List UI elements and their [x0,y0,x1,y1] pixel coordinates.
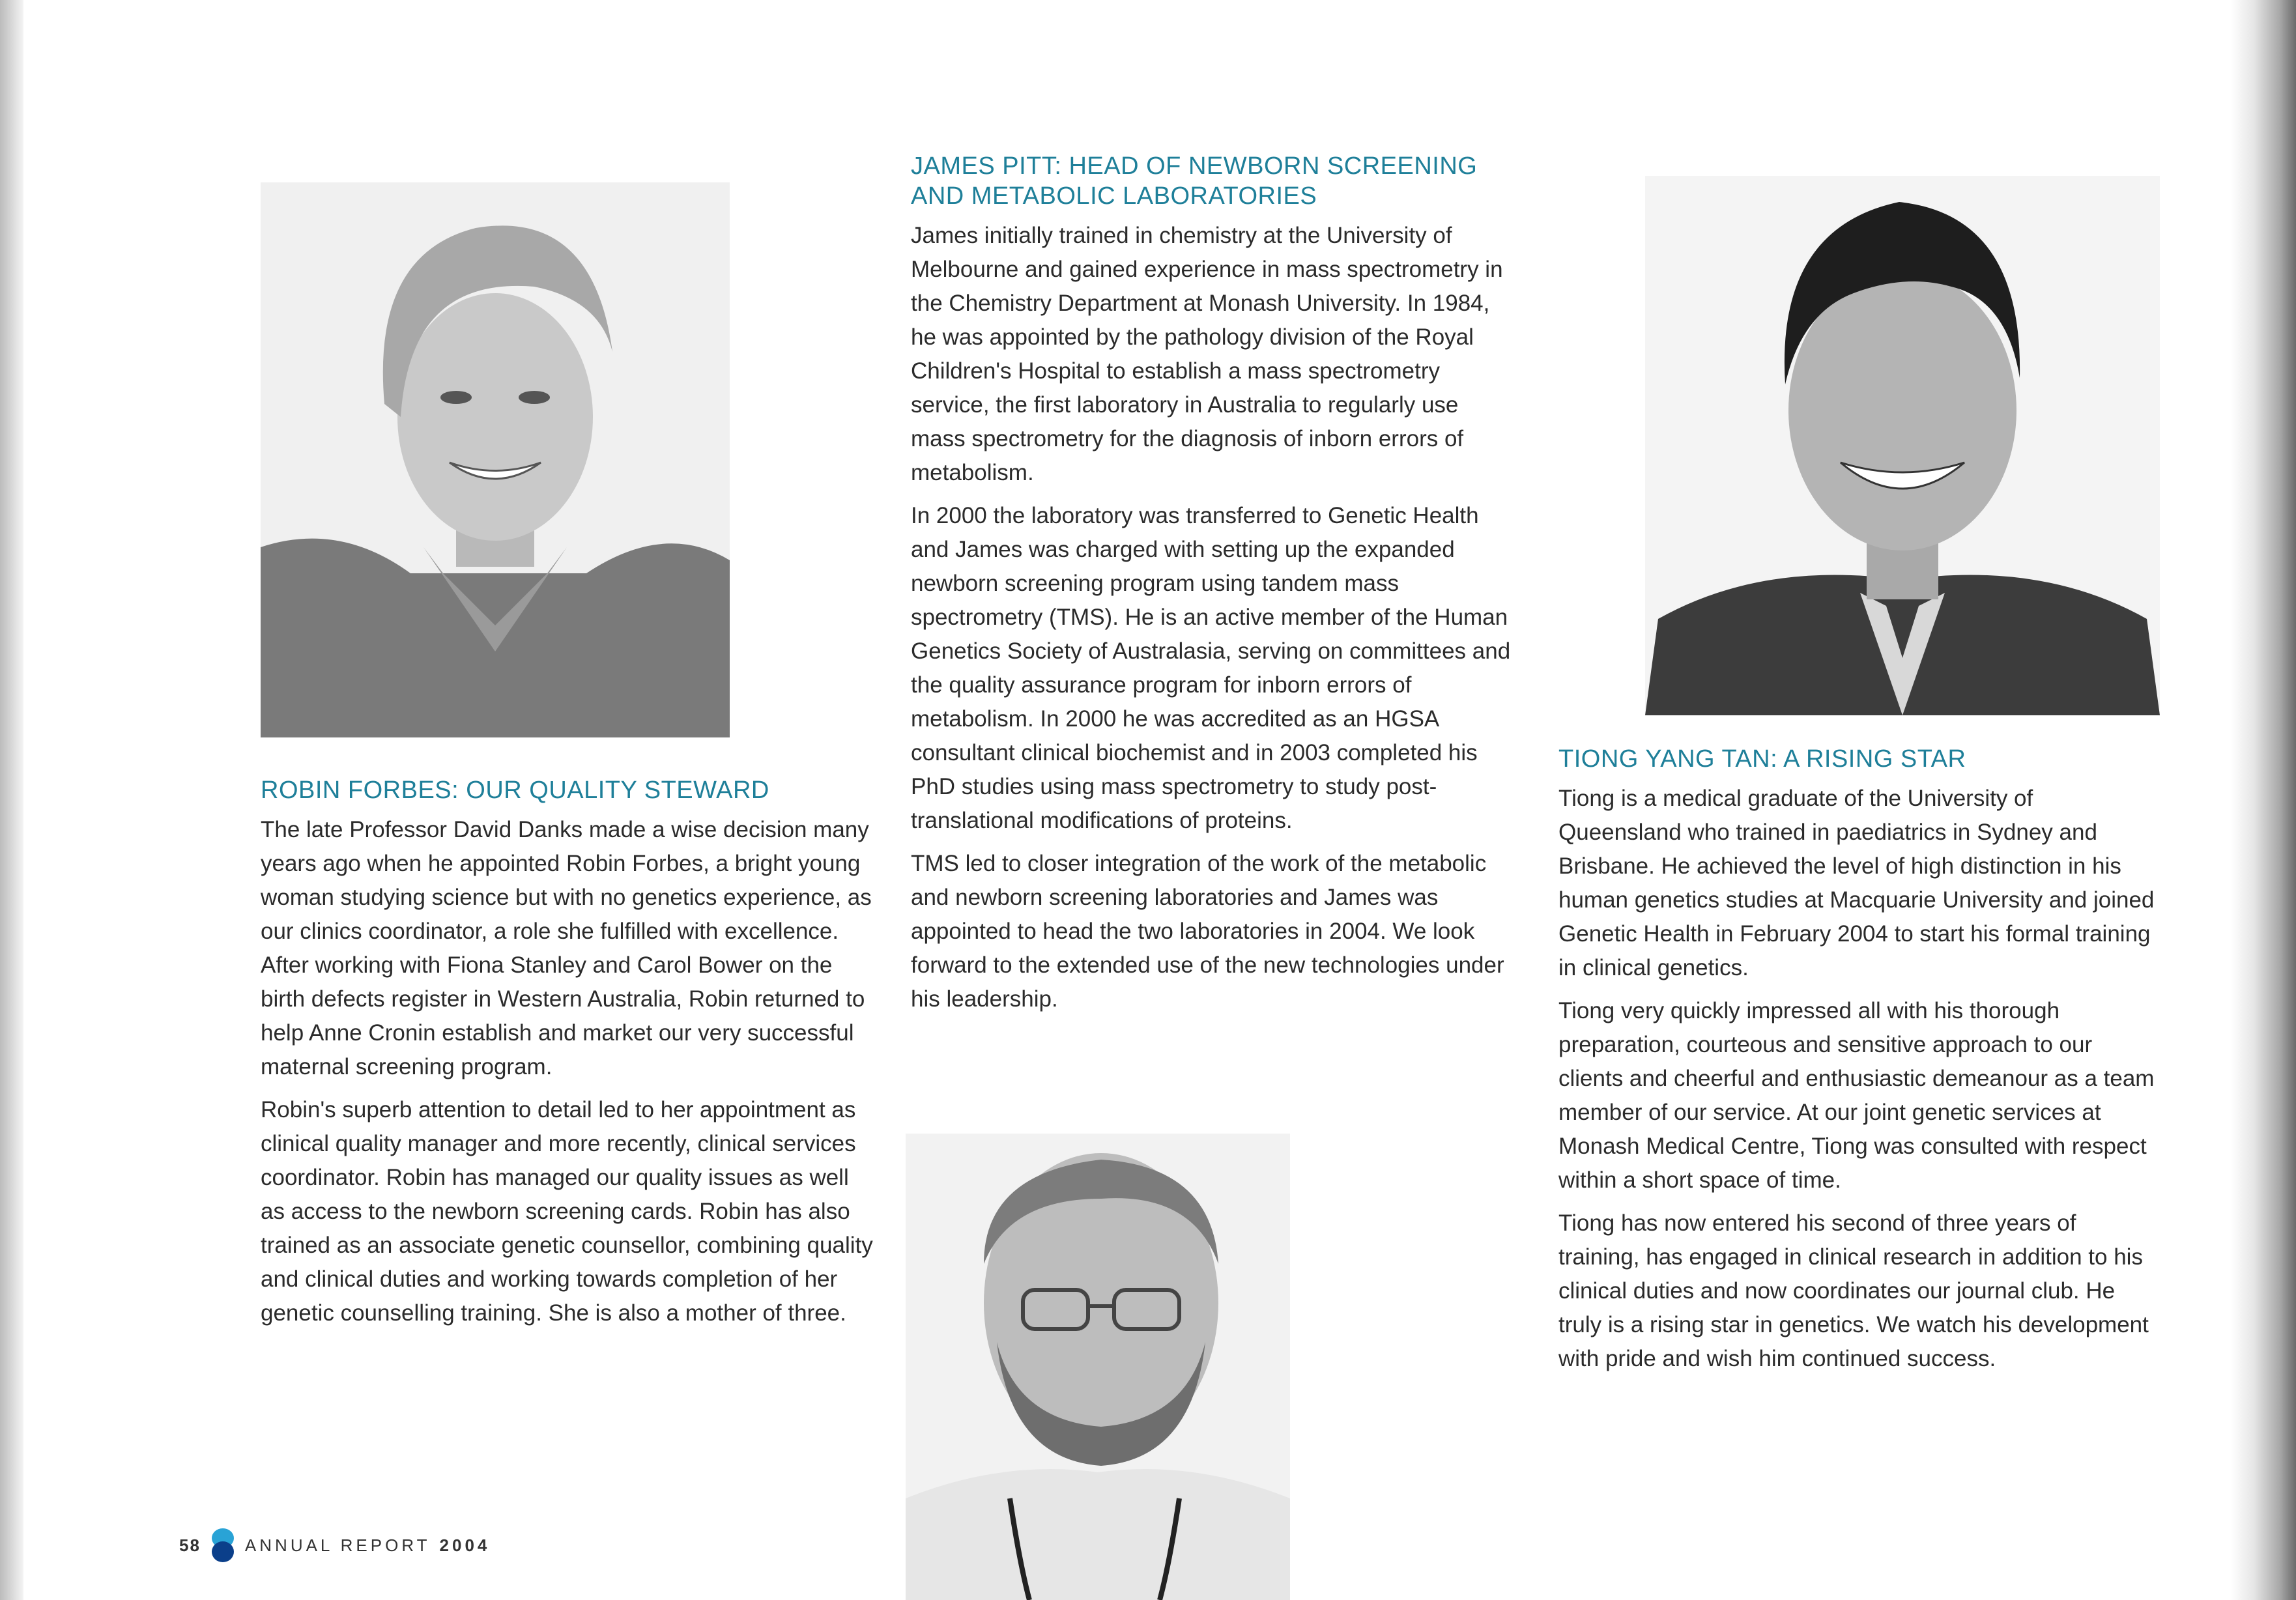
robin-forbes-photo [261,182,730,737]
page-footer [179,1527,490,1564]
tiong-yang-tan-section [1558,744,2158,1385]
robin-forbes-heading: ROBIN FORBES: OUR QUALITY STEWARD [261,777,769,804]
robin-paragraph-2: Robin's superb attention to detail led to her appointment as clinical quality manager and more recently, clinical services coordinator. Robin has managed our quality issues as well as access to the newborn screening cards. Robin has also trained as an associate genetic counsellor, combining quality and clinical duties and working towards completion of her genetic counselling training. She is also a mother of three. [261,1097,873,1326]
annual-report-label: ANNUAL REPORT [244,1535,431,1555]
robin-forbes-section [261,775,873,1339]
james-paragraph-2: In 2000 the laboratory was transferred to Genetic Health and James was charged with setting up the expanded newborn screening program using tandem mass spectrometry (TMS). He is an active member of the Human Genetics Society of Australasia, serving on committees and the quality assurance program for inborn errors of metabolism. In 2000 he was accredited as an HGSA consultant clinical biochemist and in 2003 completed his PhD studies using mass spectrometry to study post-translational modifications of proteins. [911,503,1511,833]
page-binding-right [2231,0,2296,1600]
tiong-yang-tan-heading: TIONG YANG TAN: A RISING STAR [1558,745,1966,773]
james-paragraph-3: TMS led to closer integration of the work of the metabolic and newborn screening laboratories and James was appointed to head the two laboratories in 2004. We look forward to the extended use of the new technologies under his leadership. [911,851,1504,1012]
robin-paragraph-1: The late Professor David Danks made a wise decision many years ago when he appointed Robin Forbes, a bright young woman studying science but with no genetics experience, as our clinics coordinator, a role she fulfilled with excellence. After working with Fiona Stanley and Carol Bower on the birth defects register in Western Australia, Robin returned to help Anne Cronin establish and market our very successful maternal screening program. [261,817,872,1079]
tiong-paragraph-1: Tiong is a medical graduate of the University of Queensland who trained in paediatrics in Sydney and Brisbane. He achieved the level of high distinction in his human genetics studies at Macquarie University and joined Genetic Health in February 2004 to start his formal training in clinical genetics. [1558,786,2155,980]
report-year: 2004 [439,1535,491,1555]
james-pitt-heading: JAMES PITT: HEAD OF NEWBORN SCREENING AND METABOLIC LABORATORIES [911,152,1478,210]
page-number: 58 [179,1535,201,1555]
james-pitt-section [911,151,1517,1025]
tiong-paragraph-3: Tiong has now entered his second of three years of training, has engaged in clinical research in addition to his clinical duties and now coordinates our journal club. He truly is a rising star in genetics. We watch his development with pride and wish him continued success. [1558,1210,2149,1371]
james-pitt-photo [906,1134,1290,1600]
james-paragraph-1: James initially trained in chemistry at the University of Melbourne and gained experience in mass spectrometry in the Chemistry Department at Monash University. In 1984, he was appointed by the pathology division of the Royal Children's Hospital to establish a mass spectrometry service, the first laboratory in Australia to regularly use mass spectrometry for the diagnosis of inborn errors of metabolism. [911,223,1503,485]
page-binding-left [0,0,23,1600]
tiong-paragraph-2: Tiong very quickly impressed all with his thorough preparation, courteous and sensitive approach to our clients and cheerful and enthusiastic demeanour as a team member of our service. At our joint genetic services at Monash Medical Centre, Tiong was consulted with respect within a short space of time. [1558,998,2155,1193]
report-logo-icon [210,1527,236,1564]
tiong-yang-tan-photo [1645,176,2160,715]
